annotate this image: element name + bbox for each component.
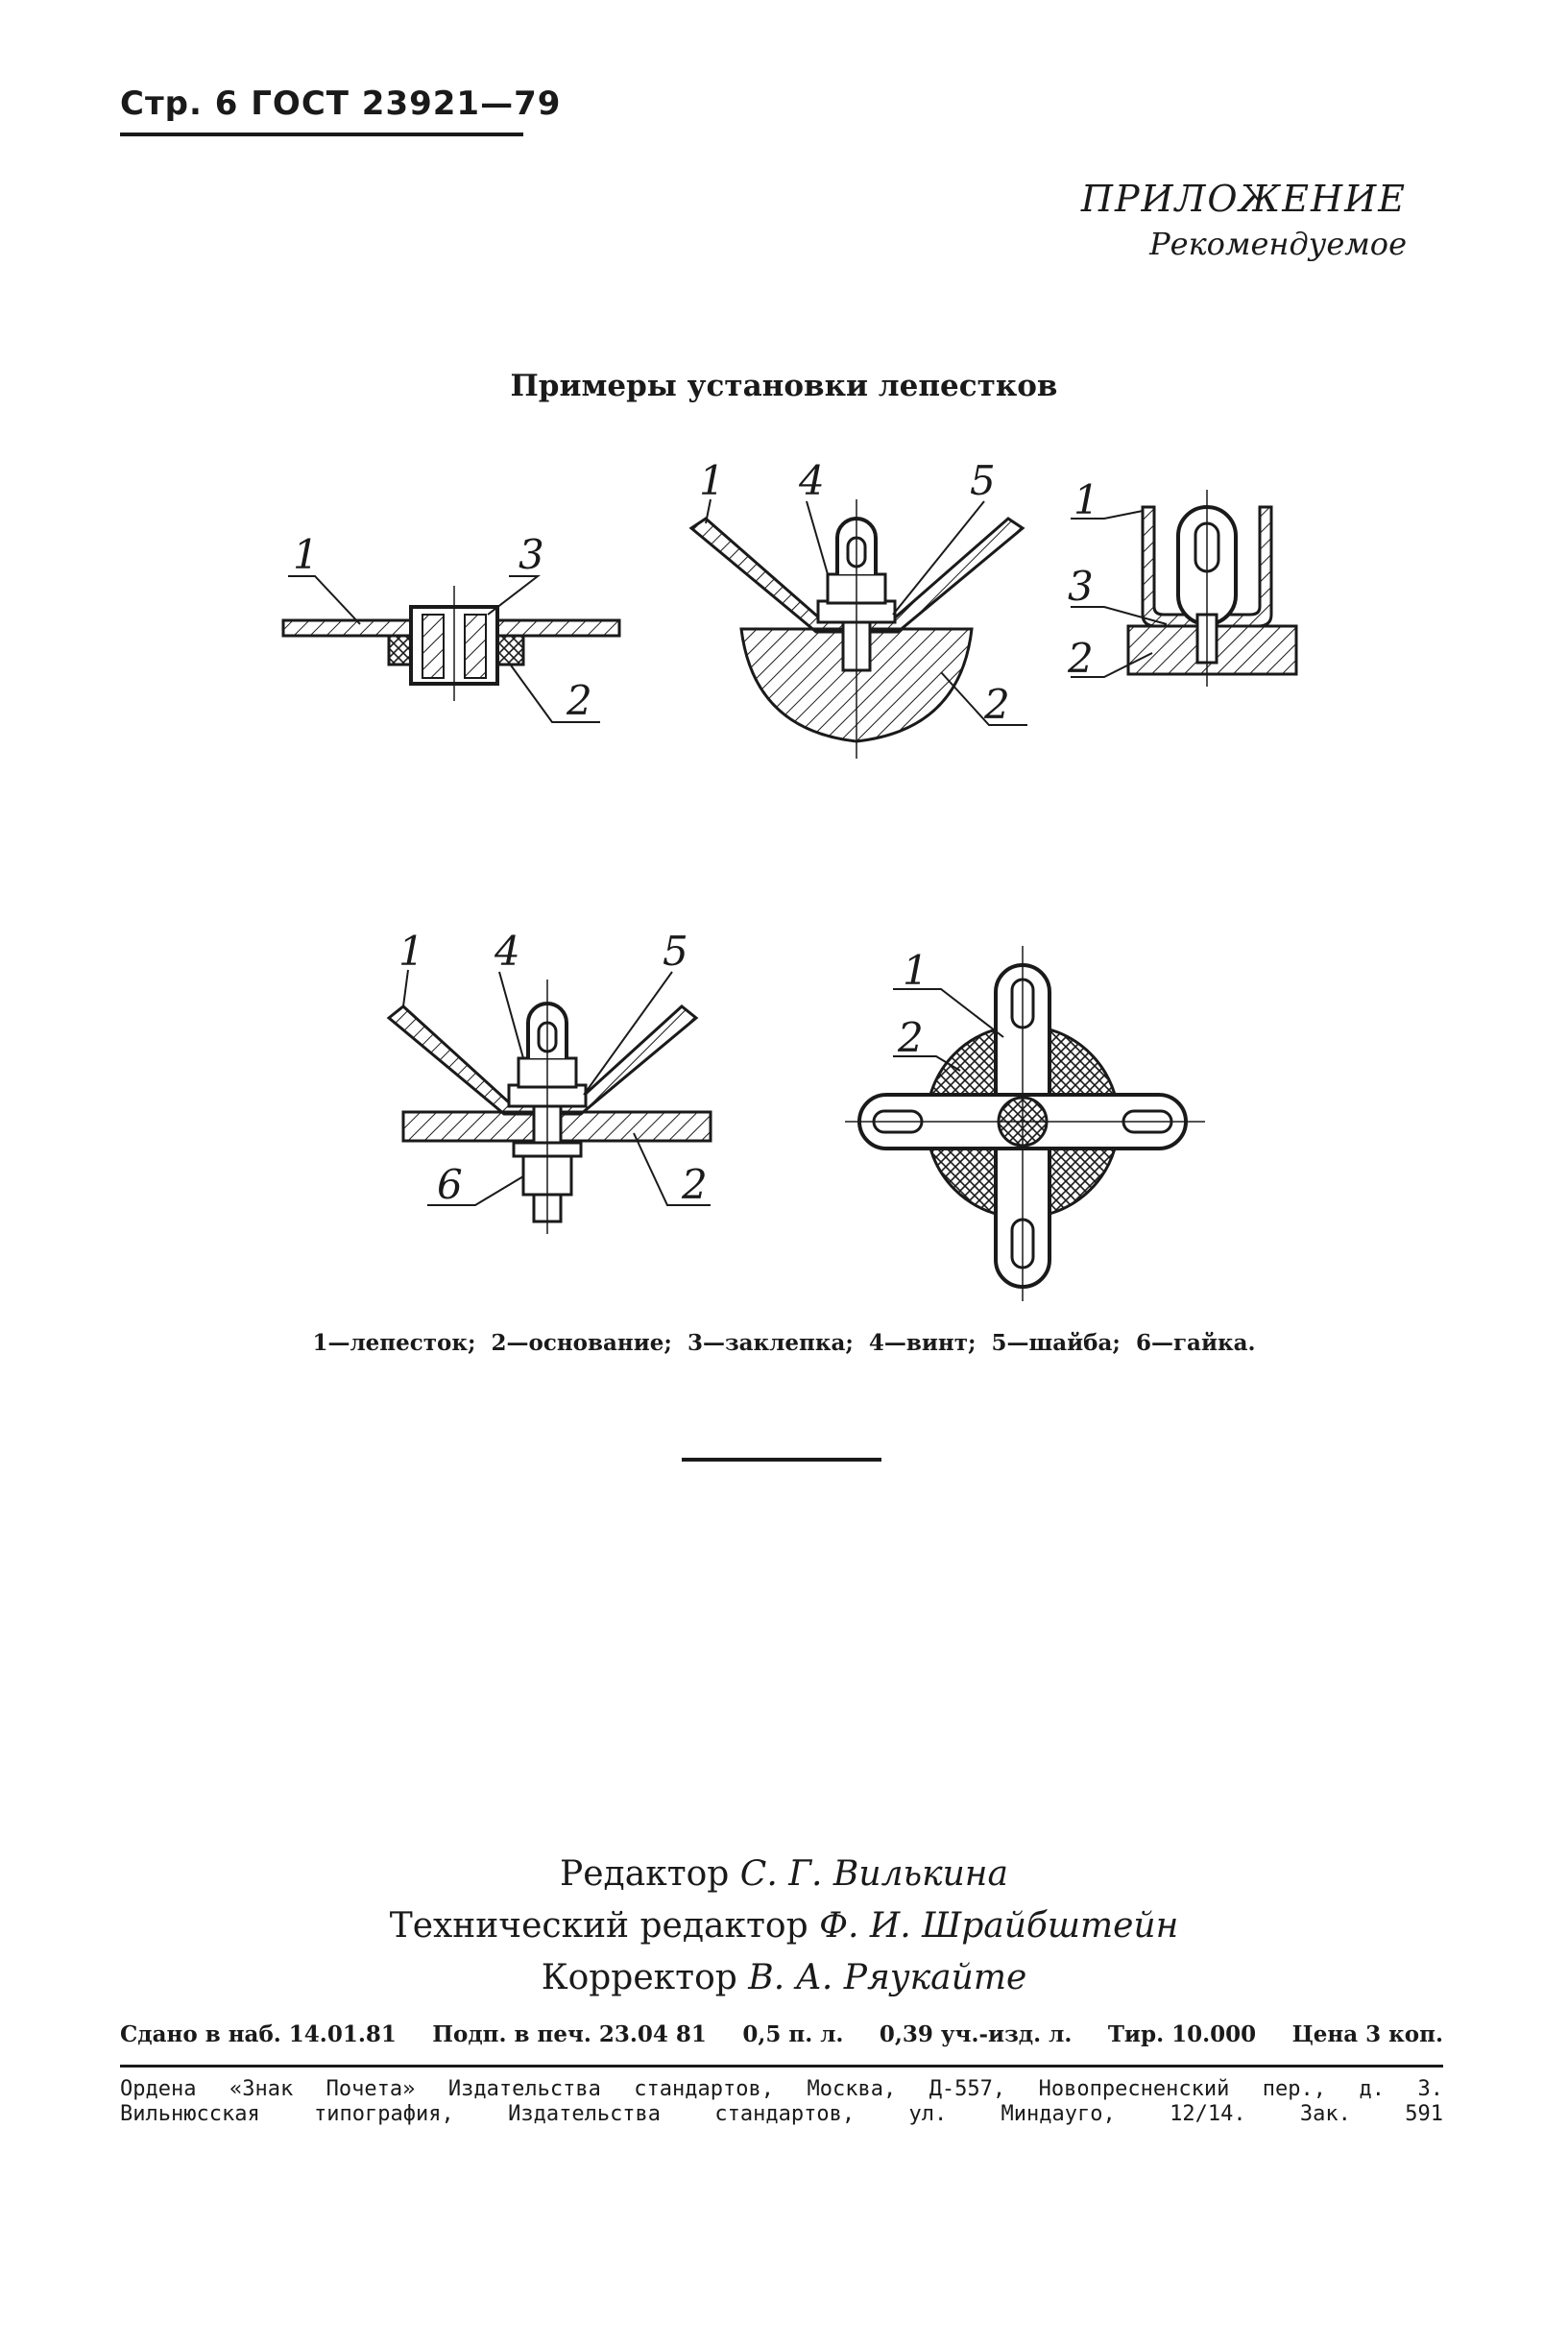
- callout-d-6: 6: [437, 1161, 463, 1208]
- proofreader-line: [0, 1952, 1568, 2004]
- legend-item-5: 5—шайба;: [991, 1330, 1121, 1356]
- tech-editor-line: [0, 1900, 1568, 1952]
- editors-block: [0, 1849, 1568, 2004]
- imprint-print-run: Тир. 10.000: [1107, 2021, 1257, 2047]
- callout-b-1: 1: [699, 457, 725, 504]
- callout-d-4: 4: [495, 928, 520, 975]
- publisher-line-2: Вильнюсская типография, Издательства стандартов, ул. Миндауго, 12/14. Зак. 591: [120, 2102, 1443, 2126]
- tech-editor-name: Ф. И. Шрайбштейн: [819, 1906, 1179, 1946]
- standard-number: ГОСТ 23921—79: [251, 85, 562, 123]
- callout-b-2: 2: [984, 681, 1010, 728]
- callout-a-1: 1: [293, 531, 319, 578]
- section-divider: [682, 1458, 881, 1462]
- callout-d-5: 5: [663, 928, 688, 975]
- legend-item-2: 2—основание;: [491, 1330, 672, 1356]
- imprint-line: [120, 2021, 1443, 2047]
- page-number: Стр. 6: [120, 85, 239, 123]
- imprint-rule: [120, 2065, 1443, 2068]
- imprint-price: Цена 3 коп.: [1291, 2021, 1443, 2047]
- callout-e-2: 2: [898, 1014, 924, 1061]
- imprint-pub-sheets: 0,39 уч.-изд. л.: [879, 2021, 1073, 2047]
- legend-item-3: 3—заклепка;: [687, 1330, 854, 1356]
- figure-c-u-lug: [1067, 476, 1296, 687]
- callout-a-2: 2: [567, 677, 592, 724]
- figure-title: Примеры установки лепестков: [510, 369, 1058, 403]
- callout-c-1: 1: [1073, 476, 1099, 523]
- proofreader-name: В. А. Ряукайте: [748, 1958, 1027, 1997]
- callout-d-1: 1: [398, 928, 424, 975]
- legend-item-1: 1—лепесток;: [312, 1330, 476, 1356]
- callout-b-5: 5: [970, 457, 996, 504]
- callout-b-4: 4: [799, 457, 825, 504]
- editor-line: [0, 1849, 1568, 1900]
- imprint-sheets: 0,5 п. л.: [742, 2021, 844, 2047]
- publisher-block: [120, 2077, 1443, 2127]
- appendix-title: ПРИЛОЖЕНИЕ: [1080, 178, 1407, 220]
- imprint-signed: Подп. в печ. 23.04 81: [432, 2021, 707, 2047]
- figure-legend: [0, 1330, 1568, 1356]
- figure-b-screw-curved: [691, 457, 1027, 759]
- legend-item-4: 4—винт;: [868, 1330, 977, 1356]
- figure-a-riveted: [283, 531, 619, 724]
- tech-editor-role: Технический редактор: [389, 1906, 808, 1946]
- callout-c-2: 2: [1068, 635, 1094, 682]
- publisher-line-1: Ордена «Знак Почета» Издательства стандартов, Москва, Д-557, Новопресненский пер., д. 3.: [120, 2077, 1443, 2101]
- appendix-subtitle: Рекомендуемое: [1149, 226, 1407, 262]
- imprint-typeset: Сдано в наб. 14.01.81: [120, 2021, 397, 2047]
- callout-c-3: 3: [1068, 563, 1094, 610]
- proofreader-role: Корректор: [541, 1958, 737, 1997]
- editor-role: Редактор: [560, 1854, 730, 1894]
- legend-item-6: 6—гайка.: [1135, 1330, 1256, 1356]
- callout-a-3: 3: [519, 531, 544, 578]
- callout-d-2: 2: [682, 1161, 708, 1208]
- editor-name: С. Г. Вилькина: [739, 1854, 1008, 1894]
- figure-d-screw-nut: [389, 928, 711, 1234]
- figure-e-cross-plan: [845, 946, 1205, 1301]
- callout-e-1: 1: [903, 947, 929, 994]
